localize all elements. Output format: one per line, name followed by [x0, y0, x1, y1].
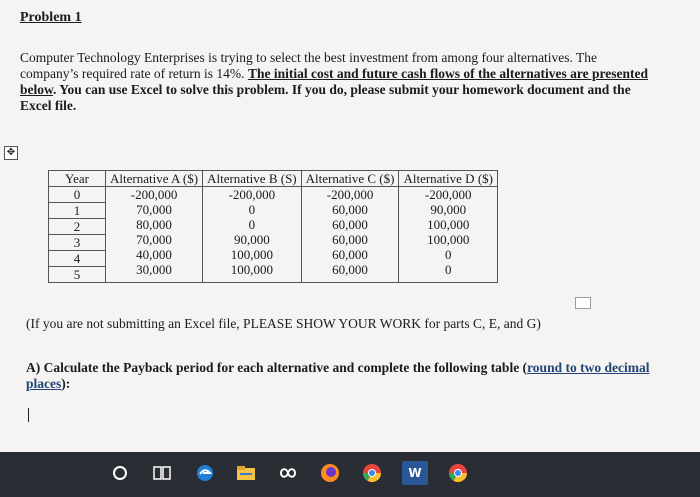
- alt-d-value: 0: [444, 262, 452, 277]
- alt-a-value: -200,000: [130, 187, 178, 202]
- alt-d-value: -200,000: [424, 187, 472, 202]
- intro-cashflow-text: The initial cost and future cash flows of the alternatives are presented: [247, 66, 649, 81]
- alt-a-value: 80,000: [136, 217, 172, 232]
- table-row: [49, 187, 498, 203]
- year-value: 0: [73, 187, 81, 202]
- question-a: [26, 360, 649, 392]
- file-explorer-icon[interactable]: [234, 461, 258, 485]
- intro-below-text: below: [20, 82, 54, 97]
- intro-line-1: Computer Technology Enterprises is trying to select the best investment from among four alternatives. The: [20, 50, 598, 65]
- alt-a-value: 30,000: [136, 262, 172, 277]
- alt-a-value: 40,000: [136, 247, 172, 262]
- alt-d-value: 100,000: [427, 232, 470, 247]
- alt-d-value: 100,000: [427, 217, 470, 232]
- alt-b-column: [203, 187, 302, 283]
- header-alt-c: Alternative C ($): [301, 171, 399, 187]
- problem-title: Problem 1: [20, 10, 82, 25]
- alt-c-value: 60,000: [332, 202, 368, 217]
- infinity-app-icon[interactable]: [276, 461, 300, 485]
- text-cursor: [28, 408, 29, 422]
- firefox-icon[interactable]: [318, 461, 342, 485]
- chrome-profile-icon[interactable]: [446, 461, 470, 485]
- alt-d-column: [399, 187, 498, 283]
- alt-b-value: 100,000: [230, 247, 273, 262]
- table-header-row: [49, 171, 498, 187]
- alt-c-value: 60,000: [332, 247, 368, 262]
- alt-b-value: 0: [248, 202, 256, 217]
- alt-b-value: 90,000: [233, 232, 270, 247]
- question-a-line-2: [26, 376, 649, 392]
- year-cell: [49, 187, 106, 203]
- start-circle-icon[interactable]: [108, 461, 132, 485]
- alt-a-value: 70,000: [136, 202, 172, 217]
- header-alt-a: Alternative A ($): [106, 171, 203, 187]
- year-cell: 4: [49, 251, 106, 267]
- table-move-handle-icon[interactable]: ✥: [4, 146, 18, 160]
- year-cell: 2: [49, 219, 106, 235]
- alt-d-value: 90,000: [430, 202, 467, 217]
- question-a-places-text: places: [26, 376, 62, 391]
- question-a-close-text: ):: [61, 376, 71, 391]
- intro-line-3: [20, 82, 700, 98]
- alt-d-value: 0: [444, 247, 452, 262]
- table-resize-handle[interactable]: [575, 297, 591, 309]
- header-year: Year: [49, 171, 106, 187]
- alt-c-value: 60,000: [332, 262, 368, 277]
- alt-c-value: 60,000: [332, 232, 368, 247]
- question-a-line-1: [26, 360, 649, 376]
- alt-c-column: [301, 187, 399, 283]
- intro-line-4: Excel file.: [20, 98, 77, 113]
- word-icon[interactable]: W: [402, 461, 428, 485]
- question-a-rounding-text: round to two decimal: [527, 360, 650, 375]
- task-view-icon[interactable]: [150, 461, 174, 485]
- alt-c-value: 60,000: [332, 217, 368, 232]
- edge-icon[interactable]: [193, 461, 217, 485]
- alt-a-value: 70,000: [136, 232, 172, 247]
- intro-excel-text: . You can use Excel to solve this problem. If you do, please submit your homework document and the: [53, 82, 631, 97]
- intro-line-2: [20, 66, 700, 82]
- alt-b-value: 0: [248, 217, 256, 232]
- excel-note: (If you are not submitting an Excel file, PLEASE SHOW YOUR WORK for parts C, E, and G): [26, 316, 541, 331]
- alt-a-column: [106, 187, 203, 283]
- alt-b-value: 100,000: [230, 262, 273, 277]
- alt-c-value: -200,000: [326, 187, 374, 202]
- year-cell: 3: [49, 235, 106, 251]
- problem-intro: [20, 50, 700, 114]
- alt-b-value: -200,000: [228, 187, 276, 202]
- chrome-icon[interactable]: [360, 461, 384, 485]
- intro-rate-text: company’s required rate of return is 14%.: [20, 66, 248, 81]
- taskbar: [0, 452, 700, 497]
- header-alt-b: Alternative B (S): [203, 171, 302, 187]
- question-a-text: A) Calculate the Payback period for each alternative and complete the following table (: [26, 360, 528, 375]
- year-cell: 5: [49, 267, 106, 283]
- header-alt-d: Alternative D ($): [399, 171, 498, 187]
- year-cell: 1: [49, 203, 106, 219]
- cash-flow-table: [48, 170, 498, 283]
